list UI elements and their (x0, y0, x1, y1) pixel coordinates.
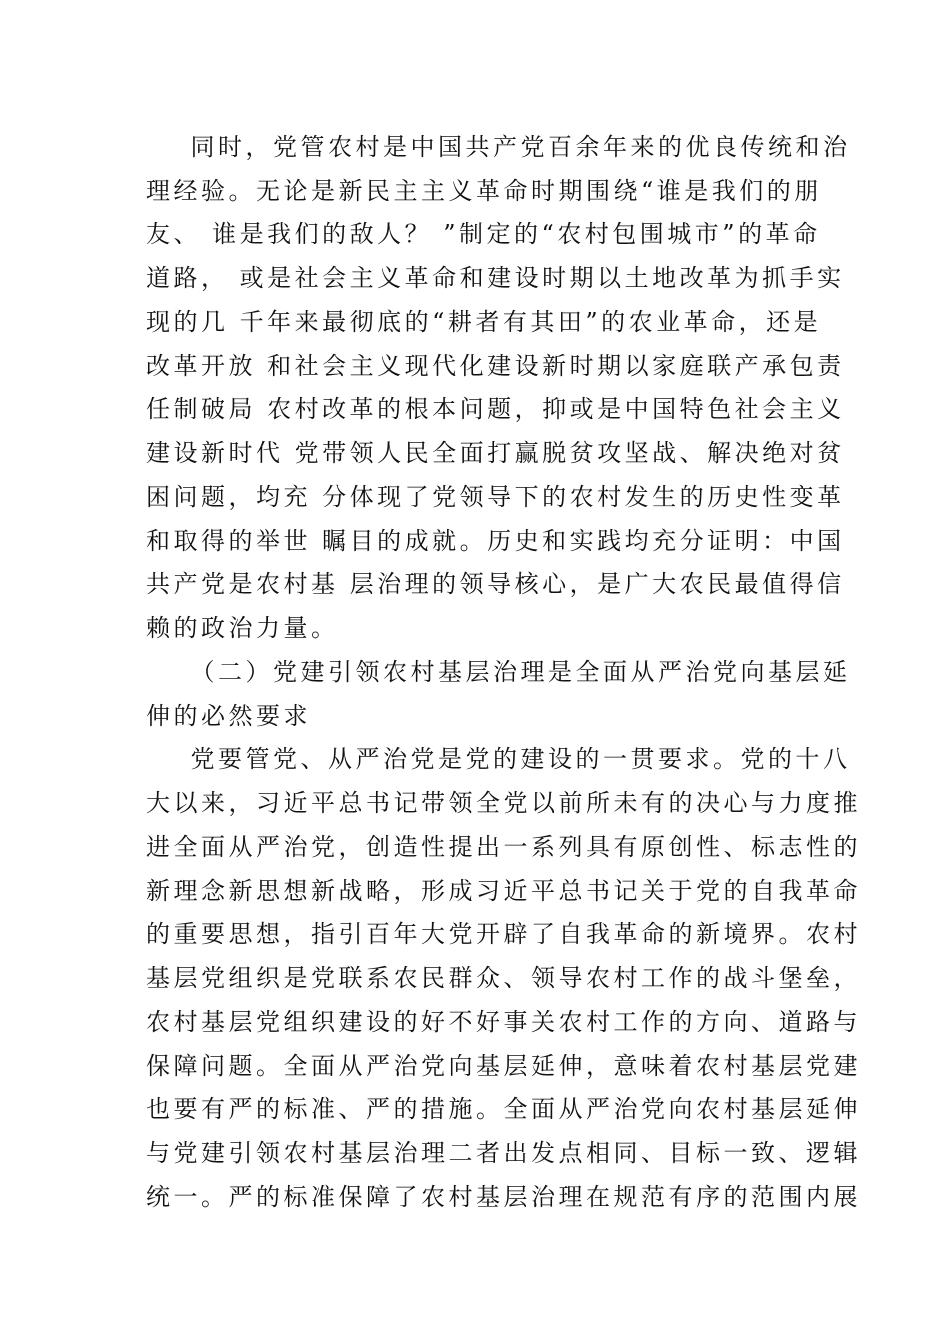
text-line: 进全面从严治党，创造性提出一系列具有原创性、标志性的 (146, 833, 861, 861)
text-line: 现的几 千年来最彻底的“耕者有其田”的农业革命，还是 (146, 308, 822, 336)
text-line: 基层党组织是党联系农民群众、领导农村工作的战斗堡垒， (146, 964, 861, 992)
text-line: 建设新时代 党带领人民全面打赢脱贫攻坚战、解决绝对贫 (146, 439, 845, 467)
text-line: 也要有严的标准、严的措施。全面从严治党向农村基层延伸 (146, 1095, 861, 1123)
text-line: 共产党是农村基 层治理的领导核心，是广大农民最值得信 (146, 570, 845, 598)
text-line: 任制破局 农村改革的根本问题，抑或是中国特色社会主义 (146, 395, 845, 423)
text-line: 改革开放 和社会主义现代化建设新时期以家庭联产承包责 (146, 352, 845, 380)
text-line: 道路， 或是社会主义革命和建设时期以土地改革为抓手实 (146, 264, 845, 292)
text-line: 统一。严的标准保障了农村基层治理在规范有序的范围内展 (146, 1183, 861, 1211)
text-line: 困问题，均充 分体现了党领导下的农村发生的历史性变革 (146, 483, 845, 511)
text-line: 农村基层党组织建设的好不好事关农村工作的方向、道路与 (146, 1008, 861, 1036)
section-heading: （二）党建引领农村基层治理是全面从严治党向基层延 (146, 658, 851, 686)
text-line: 党要管党、从严治党是党的建设的一贯要求。党的十八 (146, 745, 851, 773)
text-line: 友、 谁是我们的敌人？ ”制定的“农村包围城市”的革命 (146, 220, 821, 248)
text-line: 新理念新思想新战略，形成习近平总书记关于党的自我革命 (146, 877, 861, 905)
text-line: 大以来，习近平总书记带领全党以前所未有的决心与力度推 (146, 789, 861, 817)
text-line: 赖的政治力量。 (146, 614, 339, 642)
section-heading-continued: 伸的必然要求 (146, 702, 311, 730)
text-line: 和取得的举世 瞩目的成就。历史和实践均充分证明：中国 (146, 527, 845, 555)
text-line: 理经验。无论是新民主主义革命时期围绕“谁是我们的朋 (146, 177, 822, 205)
text-line: 同时，党管农村是中国共产党百余年来的优良传统和治 (146, 133, 851, 161)
text-line: 与党建引领农村基层治理二者出发点相同、目标一致、逻辑 (146, 1139, 861, 1167)
text-line: 的重要思想，指引百年大党开辟了自我革命的新境界。农村 (146, 920, 861, 948)
text-line: 保障问题。全面从严治党向基层延伸，意味着农村基层党建 (146, 1052, 861, 1080)
